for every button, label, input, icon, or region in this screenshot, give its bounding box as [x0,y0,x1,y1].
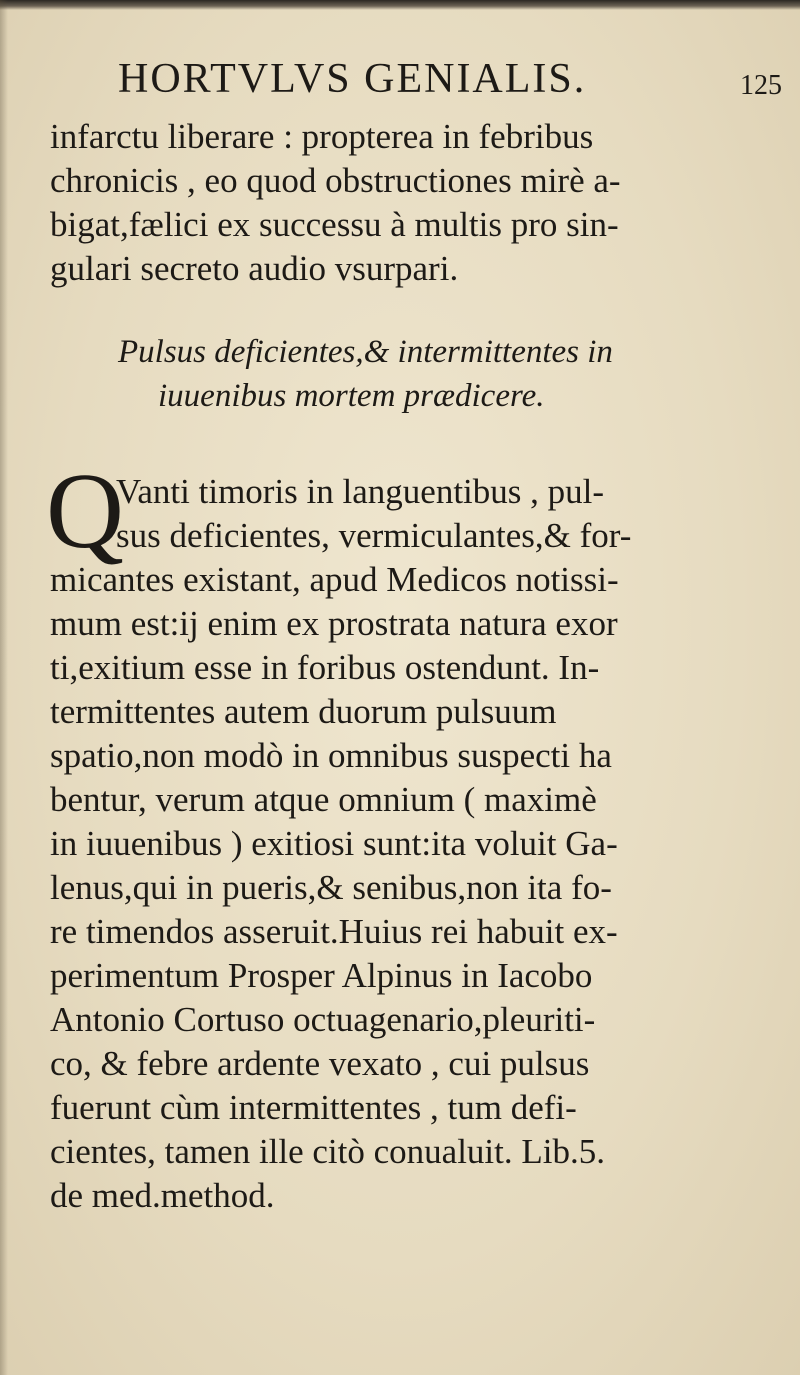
text-line: termittentes autem duorum pulsuum [50,692,557,731]
text-line: micantes existant, apud Medicos notissi- [50,560,619,599]
text-line: Vanti timoris in languentibus , pul- [116,472,605,511]
text-line: sus deficientes, vermiculantes,& for- [116,516,632,555]
text-line: in iuuenibus ) exitiosi sunt:ita voluit Ga- [50,824,618,863]
top-paragraph [50,115,750,291]
text-line: perimentum Prosper Alpinus in Iacobo [50,956,593,995]
text-line: infarctu liberare : propterea in febribus [50,117,594,156]
text-line: Antonio Cortuso octuagenario,pleuriti- [50,1000,596,1039]
drop-cap: Q [46,452,124,571]
text-line: bigat,fælici ex successu à multis pro sin- [50,205,619,244]
text-line: co, & febre ardente vexato , cui pulsus [50,1044,590,1083]
text-line: spatio,non modò in omnibus suspecti ha [50,736,612,775]
section-heading [118,330,758,418]
text-line: gulari secreto audio vsurpari. [50,249,459,288]
text-line: lenus,qui in pueris,& senibus,non ita fo- [50,868,612,907]
page-number: 125 [740,70,782,101]
text-line: re timendos asseruit.Huius rei habuit ex- [50,912,618,951]
text-line: bentur, verum atque omnium ( maximè [50,780,597,819]
main-paragraph [50,470,750,1218]
text-line: fuerunt cùm intermittentes , tum defi- [50,1088,577,1127]
running-head: HORTVLVS GENIALIS. [118,56,587,102]
page-top-edge [0,0,800,10]
heading-line: Pulsus deficientes,& intermittentes in [118,334,613,370]
text-line: chronicis , eo quod obstructiones mirè a- [50,161,621,200]
heading-line: iuuenibus mortem prædicere. [158,378,545,414]
page-left-edge [0,0,8,1375]
text-line: cientes, tamen ille citò conualuit. Lib.5. [50,1132,605,1171]
text-line: mum est:ij enim ex prostrata natura exor [50,604,618,643]
text-line: ti,exitium esse in foribus ostendunt. In- [50,648,600,687]
text-line: de med.method. [50,1176,275,1215]
